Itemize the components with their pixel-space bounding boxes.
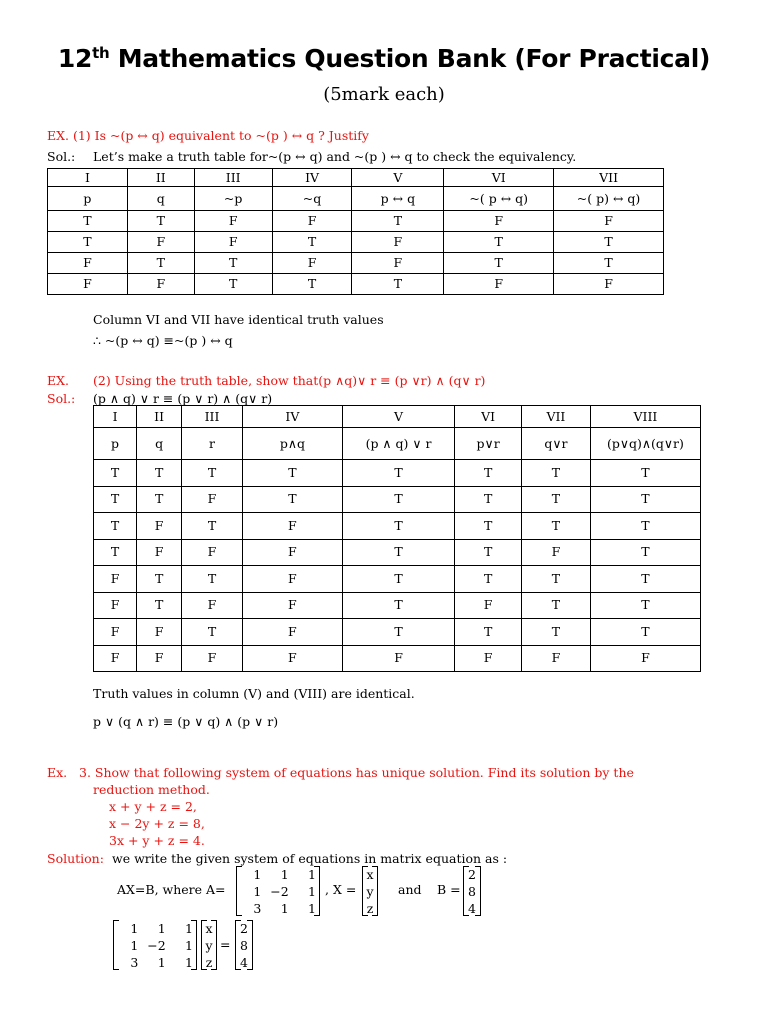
- matrix-x-equation: [201, 920, 217, 970]
- ex2-sol-text: (p ∧ q) ∨ r ≡ (p ∨ r) ∧ (q∨ r): [93, 391, 273, 406]
- ex2-result: p ∨ (q ∧ r) ≡ (p ∨ q) ∧ (p ∨ r): [93, 714, 279, 729]
- table-cell: F: [48, 274, 128, 295]
- table-cell: T: [182, 566, 243, 593]
- table-cell: T: [554, 232, 664, 253]
- matrix-a-equation: [113, 920, 197, 970]
- table-cell: (p∨q)∧(q∨r): [590, 428, 700, 460]
- table-cell: T: [194, 274, 272, 295]
- table-cell: T: [590, 592, 700, 619]
- table-cell: V: [342, 406, 454, 428]
- table-cell: T: [94, 486, 137, 513]
- equals-sign: =: [220, 937, 231, 952]
- table-cell: T: [272, 232, 352, 253]
- matrix-entry: 4: [240, 955, 248, 970]
- table-cell: F: [242, 592, 342, 619]
- matrix-b-equation: [235, 920, 253, 970]
- matrix-entry: −2: [270, 884, 289, 899]
- matrix-row: [114, 954, 196, 971]
- matrix-entry: 2: [240, 921, 248, 936]
- table-cell: T: [342, 592, 454, 619]
- matrix-entry: 1: [185, 938, 193, 953]
- ex2-conclusion: Truth values in column (V) and (VIII) are identical.: [93, 686, 415, 701]
- table-cell: F: [94, 592, 137, 619]
- ex3-equation-1: x + y + z = 2,: [109, 799, 197, 814]
- table-cell: F: [455, 645, 522, 672]
- table-cell: F: [137, 513, 182, 540]
- page-subtitle: (5mark each): [323, 84, 445, 105]
- table-cell: F: [444, 211, 554, 232]
- ex2-truth-table: [93, 405, 701, 672]
- ex1-truth-table: [47, 168, 664, 295]
- table-cell: T: [342, 619, 454, 646]
- table-cell: F: [94, 619, 137, 646]
- table-cell: T: [94, 460, 137, 487]
- matrix-entry: x: [205, 921, 213, 936]
- table-cell: T: [590, 486, 700, 513]
- matrix-row: [363, 883, 377, 900]
- ex3-equation-2: x − 2y + z = 8,: [109, 816, 205, 831]
- table-cell: T: [182, 460, 243, 487]
- table-header-row: [48, 169, 664, 187]
- table-cell: T: [127, 253, 194, 274]
- table-cell: T: [94, 539, 137, 566]
- b-label: B =: [437, 882, 461, 897]
- ex3-equation-3: 3x + y + z = 4.: [109, 833, 205, 848]
- table-cell: T: [352, 274, 444, 295]
- table-cell: VI: [444, 169, 554, 187]
- table-row: [94, 592, 701, 619]
- matrix-entry: 1: [157, 921, 166, 936]
- table-cell: VII: [522, 406, 591, 428]
- table-cell: T: [554, 253, 664, 274]
- table-row: [94, 566, 701, 593]
- ex3-solution-label: Solution:: [47, 851, 104, 866]
- table-cell: T: [455, 619, 522, 646]
- table-cell: (p ∧ q) ∨ r: [342, 428, 454, 460]
- table-cell: F: [137, 645, 182, 672]
- table-cell: T: [522, 513, 591, 540]
- table-row: [94, 539, 701, 566]
- table-cell: F: [352, 232, 444, 253]
- matrix-entry: z: [205, 955, 213, 970]
- table-cell: F: [127, 232, 194, 253]
- ex3-question-line1: 3. Show that following system of equations has unique solution. Find its solution by the: [79, 765, 634, 780]
- ex1-sol-label: Sol.:: [47, 149, 76, 164]
- table-cell: F: [137, 539, 182, 566]
- matrix-row: [237, 883, 319, 900]
- matrix-entry: 1: [130, 921, 139, 936]
- table-cell: F: [242, 539, 342, 566]
- ex2-sol-label: Sol.:: [47, 391, 76, 406]
- table-cell: F: [554, 211, 664, 232]
- table-cell: p∧q: [242, 428, 342, 460]
- matrix-row: [202, 954, 216, 971]
- table-header-row: [94, 406, 701, 428]
- matrix-entry: y: [205, 938, 213, 953]
- table-cell: F: [455, 592, 522, 619]
- table-row: [94, 513, 701, 540]
- matrix-row: [114, 937, 196, 954]
- matrix-row: [237, 866, 319, 883]
- table-cell: T: [194, 253, 272, 274]
- matrix-entry: 1: [185, 921, 193, 936]
- table-cell: V: [352, 169, 444, 187]
- table-cell: F: [48, 253, 128, 274]
- ex2-question: (2) Using the truth table, show that(p ∧q)∨ r ≡ (p ∨r) ∧ (q∨ r): [93, 373, 486, 388]
- table-row: [48, 232, 664, 253]
- table-cell: F: [94, 566, 137, 593]
- table-row: [94, 460, 701, 487]
- table-cell: T: [94, 513, 137, 540]
- table-cell: F: [242, 619, 342, 646]
- table-cell: p: [94, 428, 137, 460]
- table-cell: T: [455, 486, 522, 513]
- table-cell: T: [590, 460, 700, 487]
- table-cell: T: [242, 460, 342, 487]
- table-cell: T: [48, 211, 128, 232]
- table-cell: T: [127, 211, 194, 232]
- table-cell: T: [342, 566, 454, 593]
- table-cell: F: [272, 253, 352, 274]
- table-cell: T: [522, 619, 591, 646]
- table-cell: T: [590, 539, 700, 566]
- matrix-a: [236, 866, 320, 916]
- table-cell: T: [342, 539, 454, 566]
- table-cell: T: [444, 232, 554, 253]
- table-cell: F: [242, 513, 342, 540]
- table-cell: F: [242, 566, 342, 593]
- table-cell: III: [194, 169, 272, 187]
- matrix-row: [236, 920, 252, 937]
- and-label: and: [398, 882, 422, 897]
- matrix-entry: 1: [253, 867, 262, 882]
- table-cell: r: [182, 428, 243, 460]
- matrix-entry: 1: [308, 867, 316, 882]
- matrix-row: [236, 954, 252, 971]
- matrix-entry: 1: [280, 867, 289, 882]
- table-cell: III: [182, 406, 243, 428]
- ex1-therefore: ∴ ~(p ↔ q) ≡~(p ) ↔ q: [93, 333, 233, 348]
- table-cell: T: [455, 513, 522, 540]
- ex1-question: EX. (1) Is ~(p ↔ q) equivalent to ~(p ) ↔ q ? Justify: [47, 128, 369, 143]
- table-cell: VI: [455, 406, 522, 428]
- table-row: [48, 274, 664, 295]
- table-cell: p ↔ q: [352, 187, 444, 211]
- table-cell: F: [182, 486, 243, 513]
- matrix-entry: 1: [130, 938, 139, 953]
- table-cell: T: [137, 486, 182, 513]
- table-cell: T: [352, 211, 444, 232]
- ex3-solution-text: we write the given system of equations in matrix equation as :: [112, 851, 508, 866]
- table-cell: T: [242, 486, 342, 513]
- table-cell: T: [522, 460, 591, 487]
- table-cell: ~( p) ↔ q): [554, 187, 664, 211]
- ax-equals-b-label: AX=B, where A=: [117, 882, 226, 897]
- table-cell: IV: [272, 169, 352, 187]
- matrix-entry: 3: [130, 955, 139, 970]
- matrix-row: [363, 900, 377, 917]
- table-cell: q: [127, 187, 194, 211]
- table-row: [94, 486, 701, 513]
- table-cell: T: [455, 539, 522, 566]
- table-cell: q: [137, 428, 182, 460]
- table-cell: F: [522, 539, 591, 566]
- table-cell: T: [48, 232, 128, 253]
- matrix-row: [237, 900, 319, 917]
- table-cell: II: [137, 406, 182, 428]
- table-expression-row: [94, 428, 701, 460]
- table-cell: T: [342, 513, 454, 540]
- table-row: [94, 645, 701, 672]
- table-cell: T: [455, 460, 522, 487]
- page-title: 12th Mathematics Question Bank (For Practical): [57, 44, 711, 73]
- matrix-row: [114, 920, 196, 937]
- table-cell: T: [137, 592, 182, 619]
- table-cell: F: [194, 232, 272, 253]
- table-cell: T: [590, 619, 700, 646]
- matrix-entry: 1: [308, 884, 316, 899]
- matrix-entry: 1: [308, 901, 316, 916]
- table-cell: F: [182, 539, 243, 566]
- ex2-label: EX.: [47, 373, 69, 388]
- matrix-row: [202, 920, 216, 937]
- table-cell: T: [522, 566, 591, 593]
- table-cell: T: [522, 486, 591, 513]
- table-cell: F: [182, 592, 243, 619]
- title-superscript: th: [92, 44, 110, 62]
- table-cell: F: [444, 274, 554, 295]
- table-cell: T: [342, 486, 454, 513]
- table-cell: F: [554, 274, 664, 295]
- matrix-row: [363, 866, 377, 883]
- table-cell: F: [590, 645, 700, 672]
- table-cell: F: [127, 274, 194, 295]
- matrix-row: [464, 900, 480, 917]
- table-cell: T: [444, 253, 554, 274]
- matrix-entry: z: [366, 901, 374, 916]
- table-cell: ~( p ↔ q): [444, 187, 554, 211]
- table-cell: F: [137, 619, 182, 646]
- table-cell: T: [272, 274, 352, 295]
- table-cell: q∨r: [522, 428, 591, 460]
- table-cell: ~q: [272, 187, 352, 211]
- matrix-entry: 2: [468, 867, 476, 882]
- table-cell: II: [127, 169, 194, 187]
- table-cell: p∨r: [455, 428, 522, 460]
- table-cell: T: [137, 460, 182, 487]
- matrix-row: [202, 937, 216, 954]
- matrix-row: [464, 866, 480, 883]
- matrix-row: [464, 883, 480, 900]
- matrix-entry: x: [366, 867, 374, 882]
- table-cell: F: [522, 645, 591, 672]
- table-cell: T: [137, 566, 182, 593]
- table-cell: p: [48, 187, 128, 211]
- matrix-entry: 1: [185, 955, 193, 970]
- matrix-entry: −2: [147, 938, 166, 953]
- table-cell: T: [590, 566, 700, 593]
- ex1-sol-text: Let’s make a truth table for~(p ↔ q) and ~(p ) ↔ q to check the equivalency.: [93, 149, 577, 164]
- table-cell: I: [48, 169, 128, 187]
- table-cell: F: [272, 211, 352, 232]
- matrix-entry: 1: [253, 884, 262, 899]
- table-cell: T: [182, 513, 243, 540]
- table-cell: F: [194, 211, 272, 232]
- matrix-b: [463, 866, 481, 916]
- matrix-row: [236, 937, 252, 954]
- table-cell: F: [342, 645, 454, 672]
- matrix-entry: y: [366, 884, 374, 899]
- ex3-question-line2: reduction method.: [93, 782, 210, 797]
- x-label: , X =: [325, 882, 357, 897]
- table-row: [94, 619, 701, 646]
- table-row: [48, 253, 664, 274]
- ex1-conclusion: Column VI and VII have identical truth values: [93, 312, 384, 327]
- matrix-entry: 8: [468, 884, 476, 899]
- table-cell: T: [342, 460, 454, 487]
- table-cell: F: [352, 253, 444, 274]
- matrix-entry: 3: [253, 901, 262, 916]
- table-row: [48, 211, 664, 232]
- table-cell: F: [94, 645, 137, 672]
- table-expression-row: [48, 187, 664, 211]
- table-cell: T: [590, 513, 700, 540]
- ex3-label: Ex.: [47, 765, 68, 780]
- table-cell: ~p: [194, 187, 272, 211]
- table-cell: F: [242, 645, 342, 672]
- matrix-entry: 1: [157, 955, 166, 970]
- matrix-entry: 1: [280, 901, 289, 916]
- table-cell: I: [94, 406, 137, 428]
- table-cell: VIII: [590, 406, 700, 428]
- matrix-x: [362, 866, 378, 916]
- table-cell: F: [182, 645, 243, 672]
- table-cell: T: [182, 619, 243, 646]
- matrix-entry: 8: [240, 938, 248, 953]
- table-cell: T: [522, 592, 591, 619]
- table-cell: IV: [242, 406, 342, 428]
- table-cell: VII: [554, 169, 664, 187]
- table-cell: T: [455, 566, 522, 593]
- matrix-entry: 4: [468, 901, 476, 916]
